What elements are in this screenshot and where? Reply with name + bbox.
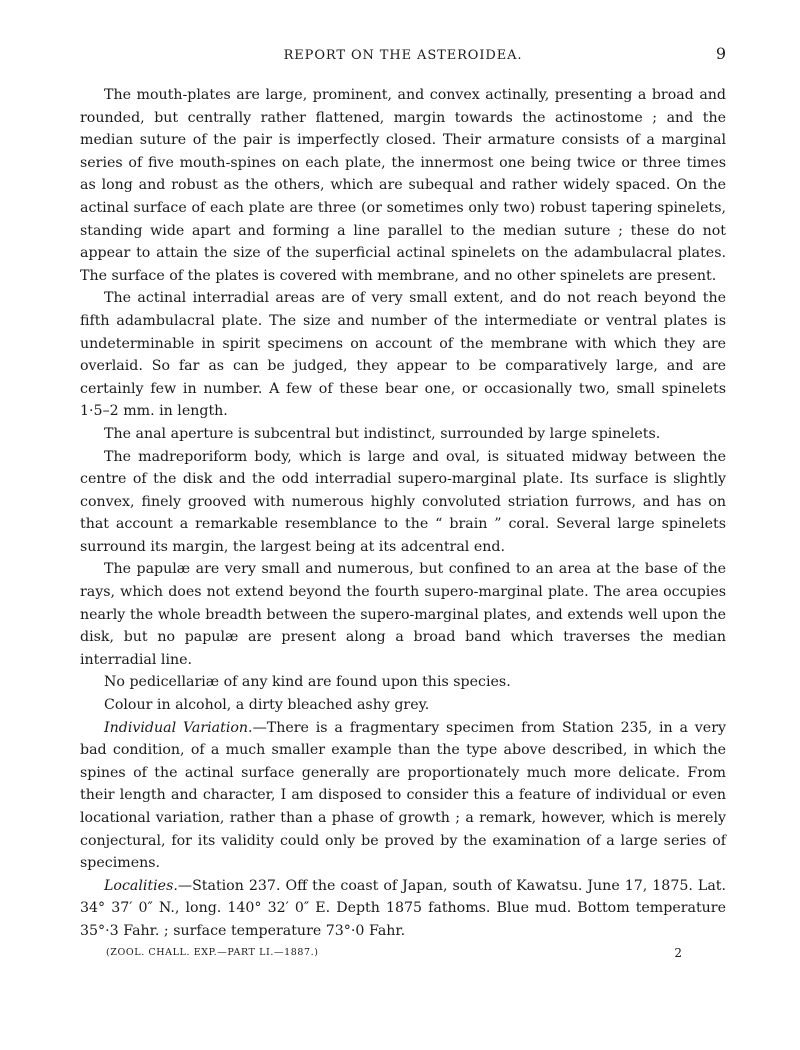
paragraph-papulae (80, 558, 726, 671)
page-footer (80, 947, 726, 967)
paragraph-pedicellariae (80, 671, 726, 694)
paragraph-lead: Localities. (104, 877, 178, 894)
page-number: 9 (715, 44, 726, 63)
paragraph-text: The mouth-plates are large, prominent, and convex actinally, presenting a broad and rounded, but centrally rather flattened, margin towards the actinostome ; and the median suture of the pair is imperfectly closed. Their armature consists of a marginal series of five mouth-spines on each plate, the innermost one being twice or three times as long and robust as the others, which are subequal and rather widely spaced. On the actinal surface of each plate are three (or sometimes only two) robust tapering spinelets, standing wide apart and forming a line parallel to the median suture ; these do not appear to attain the size of the superficial actinal spinelets on the adambulacral plates. The surface of the plates is covered with membrane, and no other spinelets are present. (80, 87, 726, 284)
paragraph-text: —Station 237. Off the coast of Japan, south of Kawatsu. June 17, 1875. Lat. 34° 37′ 0″ N., long. 140° 32′ 0″ E. Depth 1875 fathoms. Blue mud. Bottom temperature 35°·3 Fahr. ; surface temperature 73°·0 Fahr. (80, 877, 726, 939)
paragraph-text: The madreporiform body, which is large and oval, is situated midway between the centre of the disk and the odd interradial supero-marginal plate. Its surface is slightly convex, finely grooved with numerous highly convoluted striation furrows, and has on that account a remarkable resemblance to the “ brain ” coral. Several large spinelets surround its margin, the largest being at its adcentral end. (80, 448, 726, 555)
body-text (80, 84, 726, 943)
paragraph-text: The actinal interradial areas are of very small extent, and do not reach beyond the fifth adambulacral plate. The size and number of the intermediate or ventral plates is undeterminable in spirit specimens on account of the membrane with which they are overlaid. So far as can be judged, they appear to be comparatively large, and are certainly few in number. A few of these bear one, or occasionally two, small spinelets 1·5–2 mm. in length. (80, 290, 726, 420)
paragraph-anal-aperture (80, 423, 726, 446)
signature-mark: 2 (674, 945, 682, 960)
paragraph-colour (80, 694, 726, 717)
page (80, 44, 726, 967)
paragraph-text: The anal aperture is subcentral but indistinct, surrounded by large spinelets. (104, 425, 661, 442)
paragraph-text: The papulæ are very small and numerous, but confined to an area at the base of the rays, which does not extend beyond the fourth supero-marginal plate. The area occupies nearly the whole breadth between the supero-marginal plates, and extends well upon the disk, but no papulæ are present along a broad band which traverses the median interradial line. (80, 561, 726, 668)
paragraph-lead: Individual Variation. (104, 719, 253, 736)
paragraph-individual-variation (80, 717, 726, 875)
paragraph-mouth-plates (80, 84, 726, 287)
paragraph-text: Colour in alcohol, a dirty bleached ashy grey. (104, 697, 430, 714)
paragraph-actinal-interradial (80, 287, 726, 423)
running-head (80, 44, 726, 72)
paragraph-localities (80, 875, 726, 943)
footer-citation: (ZOOL. CHALL. EXP.—PART LI.—1887.) (106, 946, 319, 958)
paragraph-text: No pedicellariæ of any kind are found upon this species. (104, 674, 511, 691)
paragraph-text: —There is a fragmentary specimen from Station 235, in a very bad condition, of a much smaller example than the type above described, in which the spines of the actinal surface generally are proportionately much more delicate. From their length and character, I am disposed to consider this a feature of individual or even locational variation, rather than a phase of growth ; a remark, however, which is merely conjectural, for its validity could only be proved by the examination of a large series of specimens. (80, 719, 726, 872)
paragraph-madreporiform (80, 446, 726, 559)
running-title: REPORT ON THE ASTEROIDEA. (283, 48, 523, 63)
